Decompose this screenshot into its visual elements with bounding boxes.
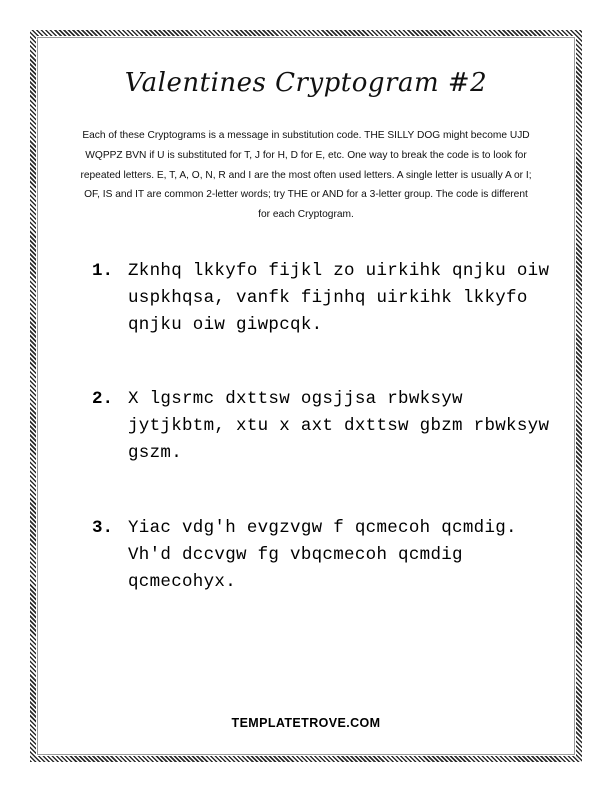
page-title: Valentines Cryptogram #2 [124, 68, 488, 98]
puzzle-item [92, 386, 561, 467]
instructions-paragraph: Each of these Cryptograms is a message in substitution code. THE SILLY DOG might become UJD WQPPZ BVN if U is substituted for T, J for H, D for E, etc. One way to break the code is to look for repeated letters. E, T, A, O, N, R and I are the most often used letters. A single letter is usually A or I; OF, IS and IT are common 2-letter words; try THE or AND for a 3-letter group. The code is different for each Cryptogram. [80, 130, 532, 221]
footer-site-name: TEMPLATETROVE.COM [231, 716, 381, 730]
puzzle-ciphertext: Yiac vdg'h evgzvgw f qcmecoh qcmdig. Vh'd dccvgw fg vbqcmecoh qcmdig qcmecohyx. [128, 518, 528, 592]
puzzle-item [92, 515, 558, 596]
puzzle-number: 2. [92, 389, 114, 409]
puzzle-number: 1. [92, 261, 114, 281]
puzzle-ciphertext: Zknhq lkkyfo fijkl zo uirkihk qnjku oiw uspkhqsa, vanfk fijnhq uirkihk lkkyfo qnjku oiw giwpcqk. [128, 261, 561, 335]
puzzle-item [92, 258, 561, 339]
puzzle-ciphertext: X lgsrmc dxttsw ogsjjsa rbwksyw jytjkbtm, xtu x axt dxttsw gbzm rbwksyw gszm. [128, 389, 561, 463]
puzzle-number: 3. [92, 518, 114, 538]
